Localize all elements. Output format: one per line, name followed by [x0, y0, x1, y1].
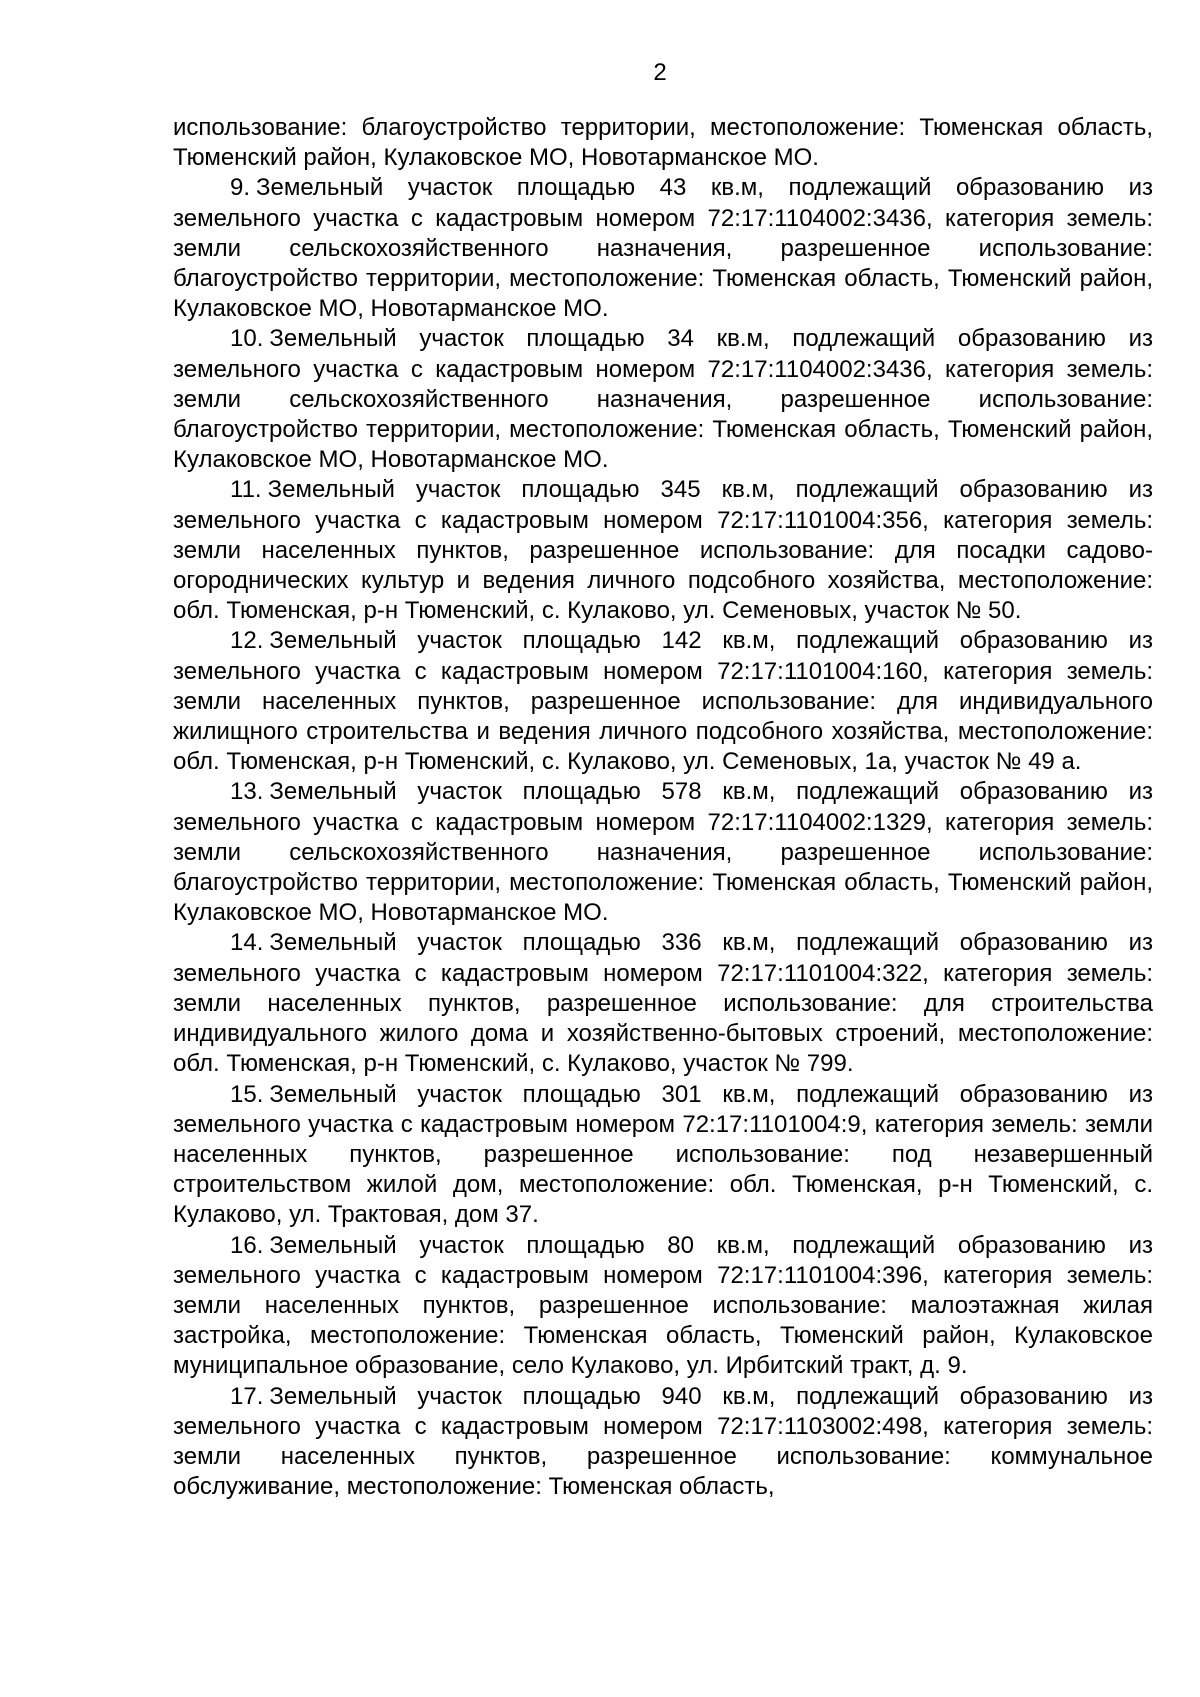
list-item	[173, 324, 1153, 475]
item-text: Земельный участок площадью 578 кв.м, подлежащий образованию из земельного участка с кадастровым номером 72:17:1104002:1329, категория земель: земли сельскохозяйственного назначения, разрешенное использование: благоустройство территории, местоположение: Тюменская область, Тюменский район, Кулаковское МО, Новотарманское МО.	[173, 778, 1153, 927]
list-item	[173, 475, 1153, 626]
item-number: 11.	[230, 476, 262, 504]
item-number: 14.	[230, 929, 264, 957]
list-item	[173, 173, 1153, 324]
item-text: Земельный участок площадью 345 кв.м, подлежащий образованию из земельного участка с кадастровым номером 72:17:1101004:356, категория земель: земли населенных пунктов, разрешенное использование: для посадки садово-огороднических культур и ведения личного подсобного хозяйства, местоположение: обл. Тюменская, р-н Тюменский, с. Кулаково, ул. Семеновых, участок № 50.	[173, 476, 1153, 625]
list-item	[173, 1231, 1153, 1382]
item-number: 15.	[230, 1080, 264, 1108]
list-item	[173, 1382, 1153, 1503]
continuation-paragraph: использование: благоустройство территории, местоположение: Тюменская область, Тюменский район, Кулаковское МО, Новотарманское МО.	[173, 114, 1153, 172]
item-number: 12.	[230, 627, 264, 655]
item-text: Земельный участок площадью 142 кв.м, подлежащий образованию из земельного участка с кадастровым номером 72:17:1101004:160, категория земель: земли населенных пунктов, разрешенное использование: для индивидуального жилищного строительства и ведения личного подсобного хозяйства, местоположение: обл. Тюменская, р-н Тюменский, с. Кулаково, ул. Семеновых, 1а, участок № 49 а.	[173, 627, 1153, 776]
page-number: 2	[653, 59, 667, 86]
document-body	[173, 113, 1153, 1502]
list-item	[173, 777, 1153, 928]
item-number: 17.	[230, 1382, 264, 1410]
item-text: Земельный участок площадью 336 кв.м, подлежащий образованию из земельного участка с кадастровым номером 72:17:1101004:322, категория земель: земли населенных пунктов, разрешенное использование: для строительства индивидуального жилого дома и хозяйственно-бытовых строений, местоположение: обл. Тюменская, р-н Тюменский, с. Кулаково, участок № 799.	[173, 929, 1153, 1078]
item-number: 10.	[230, 325, 264, 353]
item-text: Земельный участок площадью 301 кв.м, подлежащий образованию из земельного участка с кадастровым номером 72:17:1101004:9, категория земель: земли населенных пунктов, разрешенное использование: под незавершенный строительством жилой дом, местоположение: обл. Тюменская, р-н Тюменский, с. Кулаково, ул. Трактовая, дом 37.	[173, 1080, 1153, 1229]
list-item	[173, 1080, 1153, 1231]
item-number: 9.	[230, 174, 251, 202]
item-text: Земельный участок площадью 80 кв.м, подлежащий образованию из земельного участка с кадастровым номером 72:17:1101004:396, категория земель: земли населенных пунктов, разрешенное использование: малоэтажная жилая застройка, местоположение: Тюменская область, Тюменский район, Кулаковское муниципальное образование, село Кулаково, ул. Ирбитский тракт, д. 9.	[173, 1231, 1153, 1380]
list-item	[173, 928, 1153, 1079]
item-number: 16.	[230, 1231, 264, 1259]
list-item	[173, 626, 1153, 777]
item-text: Земельный участок площадью 34 кв.м, подлежащий образованию из земельного участка с кадастровым номером 72:17:1104002:3436, категория земель: земли сельскохозяйственного назначения, разрешенное использование: благоустройство территории, местоположение: Тюменская область, Тюменский район, Кулаковское МО, Новотарманское МО.	[173, 325, 1153, 474]
item-text: Земельный участок площадью 940 кв.м, подлежащий образованию из земельного участка с кадастровым номером 72:17:1103002:498, категория земель: земли населенных пунктов, разрешенное использование: коммунальное обслуживание, местоположение: Тюменская область,	[173, 1382, 1153, 1501]
item-text: Земельный участок площадью 43 кв.м, подлежащий образованию из земельного участка с кадастровым номером 72:17:1104002:3436, категория земель: земли сельскохозяйственного назначения, разрешенное использование: благоустройство территории, местоположение: Тюменская область, Тюменский район, Кулаковское МО, Новотарманское МО.	[173, 174, 1153, 323]
item-number: 13.	[230, 778, 264, 806]
